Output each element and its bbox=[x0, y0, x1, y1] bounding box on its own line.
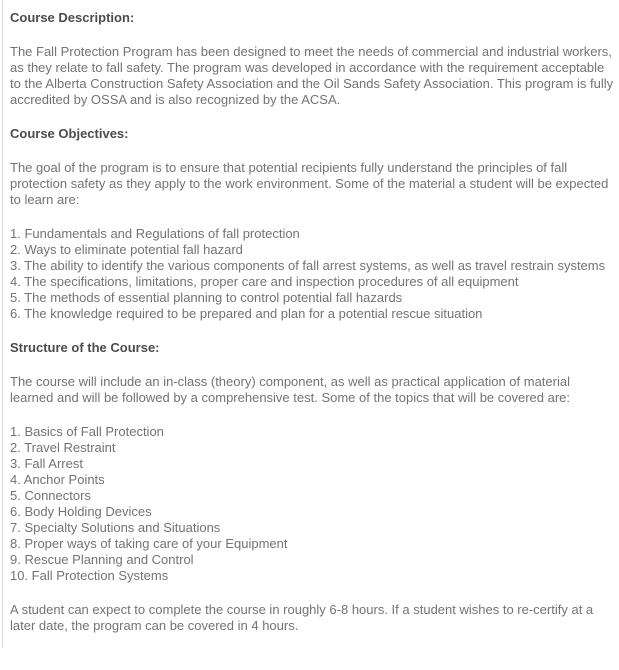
list-item: 5. The methods of essential planning to control potential fall hazards bbox=[10, 290, 403, 305]
course-structure-intro: The course will include an in-class (theory) component, as well as practical application of material learned and will be followed by a comprehensive test. Some of the topics that will be covered are: bbox=[10, 374, 571, 405]
course-objectives-heading: Course Objectives: bbox=[10, 126, 129, 141]
list-item: 8. Proper ways of taking care of your Equipment bbox=[10, 536, 288, 551]
list-item: 4. Anchor Points bbox=[10, 472, 105, 487]
list-item: 1. Basics of Fall Protection bbox=[10, 424, 164, 439]
course-content bbox=[10, 10, 616, 652]
list-item: 3. Fall Arrest bbox=[10, 456, 83, 471]
list-item: 6. The knowledge required to be prepared and plan for a potential rescue situation bbox=[10, 306, 483, 321]
list-item: 9. Rescue Planning and Control bbox=[10, 552, 194, 567]
course-structure-list bbox=[10, 424, 616, 584]
course-duration-paragraph: A student can expect to complete the course in roughly 6-8 hours. If a student wishes to re-certify at a later date, the program can be covered in 4 hours. bbox=[10, 602, 594, 633]
course-structure-heading: Structure of the Course: bbox=[10, 340, 160, 355]
list-item: 6. Body Holding Devices bbox=[10, 504, 152, 519]
course-objectives-intro: The goal of the program is to ensure that potential recipients fully understand the principles of fall protection safety as they apply to the work environment. Some of the material a student will be expected to learn are: bbox=[10, 160, 609, 207]
list-item: 10. Fall Protection Systems bbox=[10, 568, 169, 583]
list-item: 5. Connectors bbox=[10, 488, 91, 503]
list-item: 1. Fundamentals and Regulations of fall protection bbox=[10, 226, 300, 241]
list-item: 4. The specifications, limitations, proper care and inspection procedures of all equipment bbox=[10, 274, 519, 289]
list-item: 2. Travel Restraint bbox=[10, 440, 116, 455]
list-item: 3. The ability to identify the various components of fall arrest systems, as well as travel restrain systems bbox=[10, 258, 606, 273]
course-objectives-list bbox=[10, 226, 616, 322]
left-border-rule bbox=[2, 0, 3, 648]
list-item: 2. Ways to eliminate potential fall hazard bbox=[10, 242, 243, 257]
course-description-heading: Course Description: bbox=[10, 10, 135, 25]
list-item: 7. Specialty Solutions and Situations bbox=[10, 520, 221, 535]
course-description-paragraph: The Fall Protection Program has been designed to meet the needs of commercial and industrial workers, as they relate to fall safety. The program was developed in accordance with the requirement acceptable to the Alberta Construction Safety Association and the Oil Sands Safety Association. This program is fully accredited by OSSA and is also recognized by the ACSA. bbox=[10, 44, 614, 107]
